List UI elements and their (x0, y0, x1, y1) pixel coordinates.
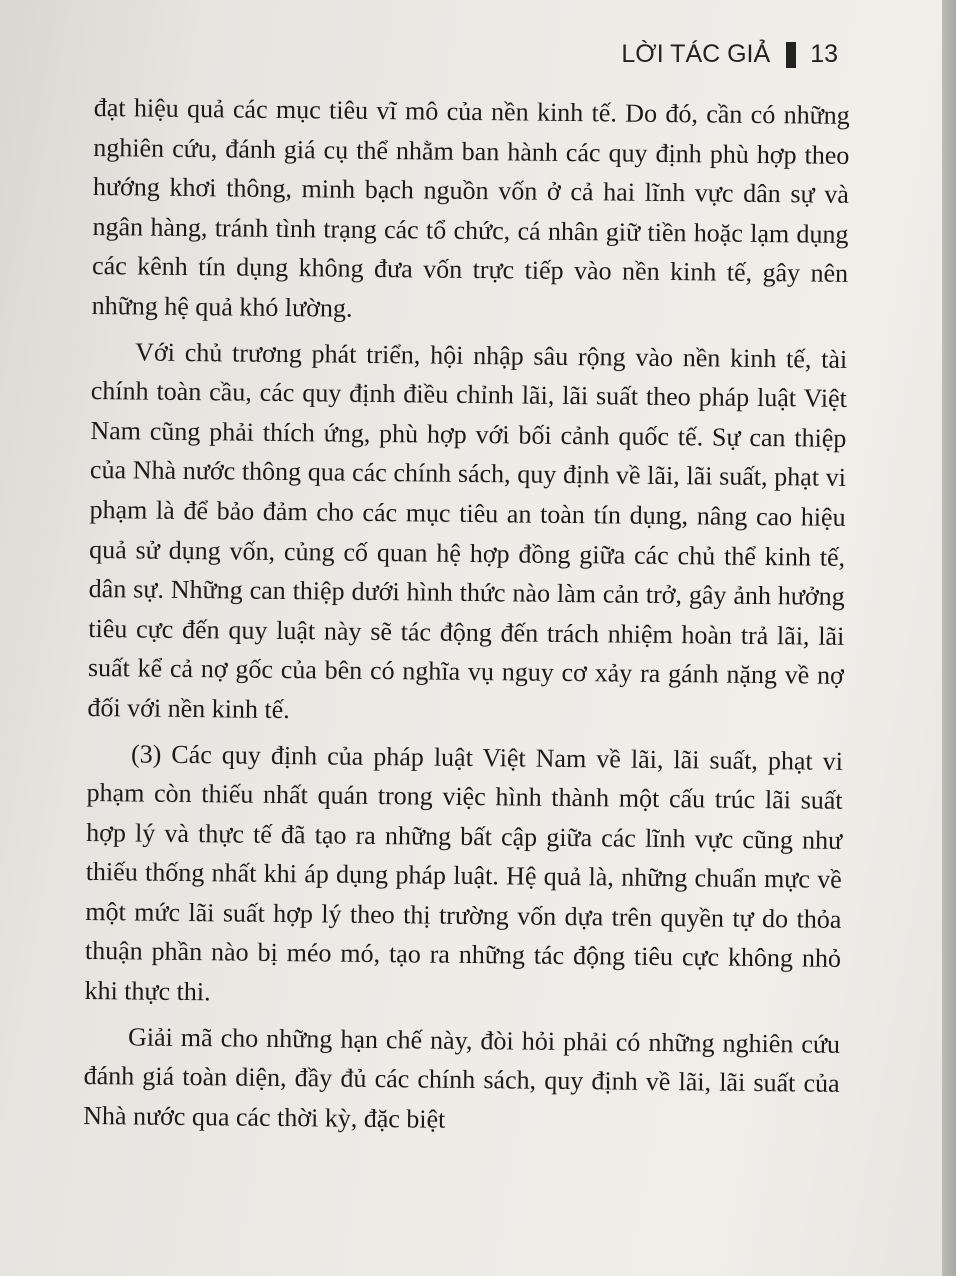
paragraph-2: Với chủ trương phát triển, hội nhập sâu rộng vào nền kinh tế, tài chính toàn cầu, các quy định điều chỉnh lãi, lãi suất theo pháp luật Việt Nam cũng phải thích ứng, phù hợp với bối cảnh quốc tế. Sự can thiệp của Nhà nước thông qua các chính sách, quy định về lãi, lãi suất, phạt vi phạm là để bảo đảm cho các mục tiêu an toàn tín dụng, nâng cao hiệu quả sử dụng vốn, củng cố quan hệ hợp đồng giữa các chủ thể kinh tế, dân sự. Những can thiệp dưới hình thức nào làm cản trở, gây ảnh hưởng tiêu cực đến quy luật này sẽ tác động đến trách nhiệm hoàn trả lãi, lãi suất kể cả nợ gốc của bên có nghĩa vụ nguy cơ xảy ra gánh nặng về nợ đối với nền kinh tế. (87, 337, 848, 724)
page-body (83, 88, 850, 1149)
page-edge (942, 0, 956, 1276)
running-header (621, 40, 838, 69)
page-number: 13 (810, 40, 838, 68)
header-divider-bar (786, 42, 796, 68)
section-title: LỜI TÁC GIẢ (621, 40, 771, 68)
paragraph-4: Giải mã cho những hạn chế này, đòi hỏi phải có những nghiên cứu đánh giá toàn diện, đầy đủ các chính sách, quy định về lãi, lãi suất của Nhà nước qua các thời kỳ, đặc biệt (83, 1022, 841, 1134)
paragraph-1: đạt hiệu quả các mục tiêu vĩ mô của nền kinh tế. Do đó, cần có những nghiên cứu, đánh giá cụ thể nhằm ban hành các quy định phù hợp theo hướng khơi thông, minh bạch nguồn vốn ở cả hai lĩnh vực dân sự và ngân hàng, tránh tình trạng các tổ chức, cá nhân giữ tiền hoặc lạm dụng các kênh tín dụng không đưa vốn trực tiếp vào nền kinh tế, gây nên những hệ quả khó lường. (91, 92, 850, 323)
paragraph-3: (3) Các quy định của pháp luật Việt Nam về lãi, lãi suất, phạt vi phạm còn thiếu nhất quán trong việc hình thành một cấu trúc lãi suất hợp lý và thực tế đã tạo ra những bất cập giữa các lĩnh vực cũng như thiếu thống nhất khi áp dụng pháp luật. Hệ quả là, những chuẩn mực về một mức lãi suất hợp lý theo thị trường vốn dựa trên quyền tự do thỏa thuận phần nào bị méo mó, tạo ra những tác động tiêu cực không nhỏ khi thực thi. (84, 738, 844, 1007)
